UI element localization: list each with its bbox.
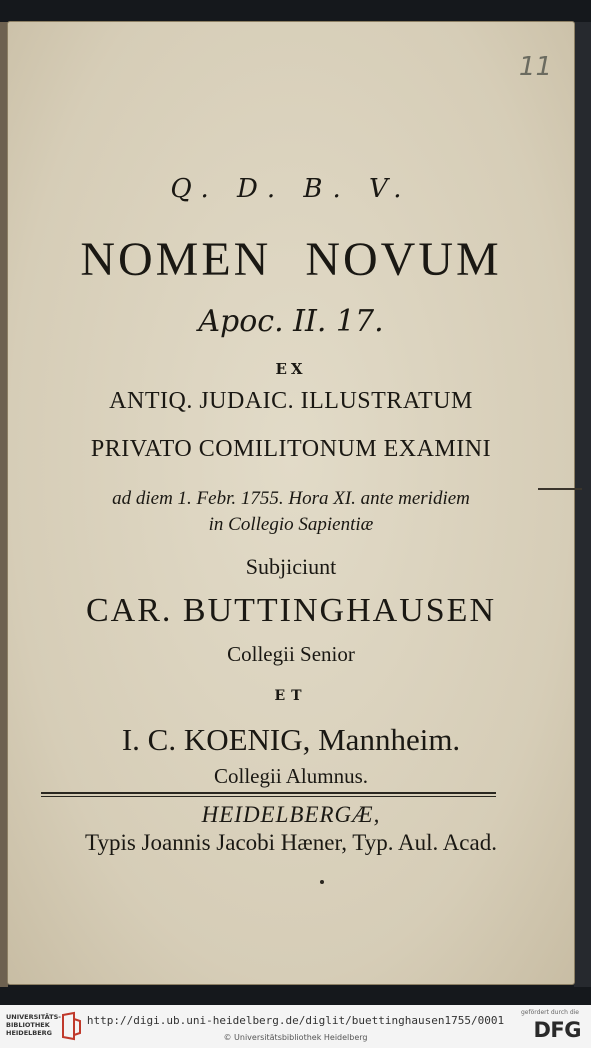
double-rule-divider: [41, 792, 496, 797]
scanner-margin: [574, 22, 591, 987]
title-page: [8, 22, 574, 984]
margin-mark: [538, 488, 582, 490]
permalink-url[interactable]: http://digi.ub.uni-heidelberg.de/diglit/buettinghausen1755/0001: [86, 1014, 505, 1027]
scripture-reference: Apoc. II. 17.: [198, 304, 384, 339]
page-edge: [0, 22, 8, 987]
imprint-city: HEIDELBERGÆ,: [201, 802, 381, 827]
dfg-logo: DFG: [533, 1018, 581, 1042]
folio-number: 11: [518, 52, 552, 82]
copyright-notice: © Universitätsbibliothek Heidelberg: [223, 1033, 368, 1042]
title-word-1: NOMEN: [80, 233, 272, 286]
viewer-footer: [0, 1005, 591, 1048]
funded-by-label: gefördert durch die: [521, 1009, 579, 1016]
et-line: ET: [274, 688, 308, 704]
imprint-printer: Typis Joannis Jacobi Hæner, Typ. Aul. Acad.: [85, 830, 497, 855]
author-1-role: Collegii Senior: [227, 642, 355, 666]
library-name: UNIVERSITÄTS- BIBLIOTHEK HEIDELBERG: [6, 1013, 61, 1037]
subtitle-line-1: ANTIQ. JUDAIC. ILLUSTRATUM: [109, 388, 473, 414]
author-2-role: Collegii Alumnus.: [213, 764, 368, 788]
motto: Q. D. B. V.: [170, 174, 412, 204]
date-line: ad diem 1. Febr. 1755. Hora XI. ante meridiem: [112, 488, 470, 509]
author-2-name: I. C. KOENIG, Mannheim.: [121, 722, 461, 757]
subtitle-line-2: PRIVATO COMILITONUM EXAMINI: [90, 436, 492, 462]
author-1-name: CAR. BUTTINGHAUSEN: [86, 592, 496, 629]
ornament-dot: [320, 880, 324, 884]
ex-line: EX: [275, 360, 307, 378]
subjiciunt-line: Subjiciunt: [245, 554, 337, 579]
title-word-2: NOVUM: [305, 233, 502, 286]
place-line: in Collegio Sapientiæ: [208, 514, 374, 535]
main-title: [8, 232, 574, 287]
